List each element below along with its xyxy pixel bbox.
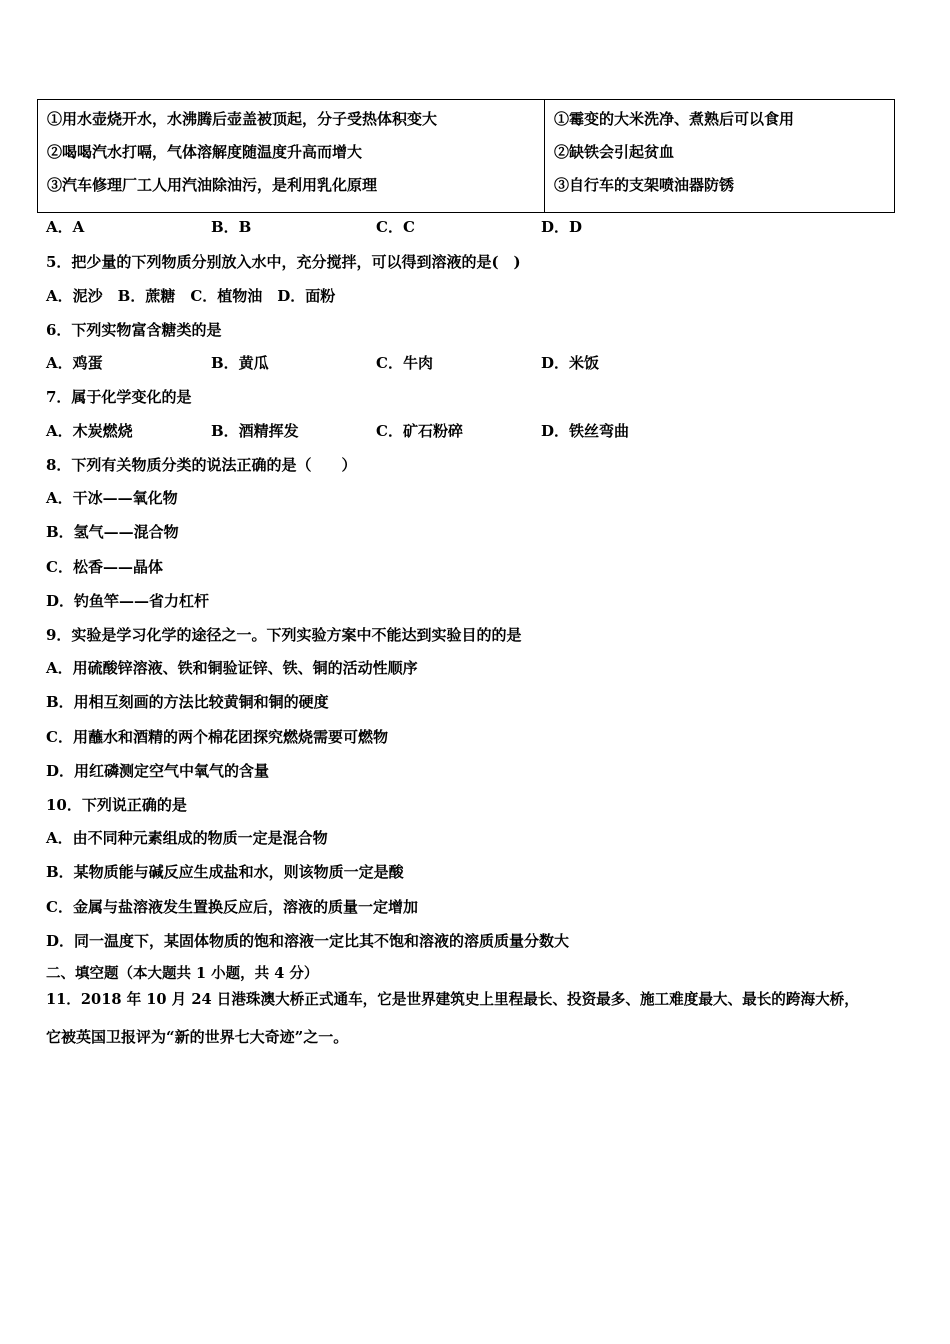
q4-option-a: A．A — [46, 218, 85, 236]
table-right-item: ③自行车的支架喷油器防锈 — [554, 176, 735, 194]
q7-options — [46, 421, 746, 441]
table-left-item: ②喝喝汽水打嗝，气体溶解度随温度升高而增大 — [47, 143, 363, 161]
table-left-item: ①用水壶烧开水，水沸腾后壶盖被顶起，分子受热体积变大 — [47, 110, 438, 128]
q9-stem: 9．实验是学习化学的途径之一。下列实验方案中不能达到实验目的的是 — [46, 626, 522, 644]
q5-stem: 5．把少量的下列物质分别放入水中，充分搅拌，可以得到溶液的是( ) — [46, 253, 521, 271]
statement-table — [37, 99, 895, 213]
table-left-column — [38, 100, 545, 212]
q10-option-d: D．同一温度下，某固体物质的饱和溶液一定比其不饱和溶液的溶质质量分数大 — [46, 932, 570, 950]
q7-option-d: D．铁丝弯曲 — [541, 422, 630, 440]
q7-option-a: A．木炭燃烧 — [46, 422, 133, 440]
q9-option-c: C．用蘸水和酒精的两个棉花团探究燃烧需要可燃物 — [46, 728, 388, 746]
q8-option-b: B．氢气——混合物 — [46, 523, 179, 541]
q11-line-2: 它被英国卫报评为“新的世界七大奇迹”之一。 — [46, 1028, 349, 1046]
q10-option-c: C．金属与盐溶液发生置换反应后，溶液的质量一定增加 — [46, 898, 418, 916]
q9-option-b: B．用相互刻画的方法比较黄铜和铜的硬度 — [46, 693, 329, 711]
q4-options — [46, 217, 746, 237]
q5-options: A．泥沙 B．蔗糖 C．植物油 D．面粉 — [46, 287, 336, 305]
q11-line-1: 11．2018 年 10 月 24 日港珠澳大桥正式通车，它是世界建筑史上里程最长、投资最多、施工难度最大、最长的跨海大桥， — [46, 991, 859, 1008]
q7-stem: 7．属于化学变化的是 — [46, 388, 192, 406]
q6-option-b: B．黄瓜 — [211, 354, 269, 372]
q4-option-c: C．C — [376, 218, 415, 236]
q9-option-a: A．用硫酸锌溶液、铁和铜验证锌、铁、铜的活动性顺序 — [46, 659, 418, 677]
q8-stem: 8．下列有关物质分类的说法正确的是（ ） — [46, 456, 357, 474]
q6-option-d: D．米饭 — [541, 354, 600, 372]
table-right-item: ①霉变的大米洗净、煮熟后可以食用 — [554, 110, 795, 128]
q10-option-b: B．某物质能与碱反应生成盐和水，则该物质一定是酸 — [46, 863, 404, 881]
q4-option-b: B．B — [211, 218, 252, 236]
q8-option-d: D．钓鱼竿——省力杠杆 — [46, 592, 210, 610]
q7-option-b: B．酒精挥发 — [211, 422, 299, 440]
q6-stem: 6．下列实物富含糖类的是 — [46, 321, 222, 339]
table-right-item: ②缺铁会引起贫血 — [554, 143, 675, 161]
table-right-column — [545, 100, 894, 212]
q6-option-a: A．鸡蛋 — [46, 354, 103, 372]
section-title: 二、填空题（本大题共 1 小题，共 4 分） — [46, 965, 319, 982]
table-left-item: ③汽车修理厂工人用汽油除油污，是利用乳化原理 — [47, 176, 378, 194]
q8-option-c: C．松香——晶体 — [46, 558, 163, 576]
q10-stem: 10．下列说正确的是 — [46, 796, 187, 814]
q9-option-d: D．用红磷测定空气中氧气的含量 — [46, 762, 270, 780]
q6-option-c: C．牛肉 — [376, 354, 433, 372]
q4-option-d: D．D — [541, 218, 583, 236]
q10-option-a: A．由不同种元素组成的物质一定是混合物 — [46, 829, 328, 847]
q7-option-c: C．矿石粉碎 — [376, 422, 463, 440]
q6-options — [46, 353, 746, 373]
q8-option-a: A．干冰——氧化物 — [46, 489, 178, 507]
